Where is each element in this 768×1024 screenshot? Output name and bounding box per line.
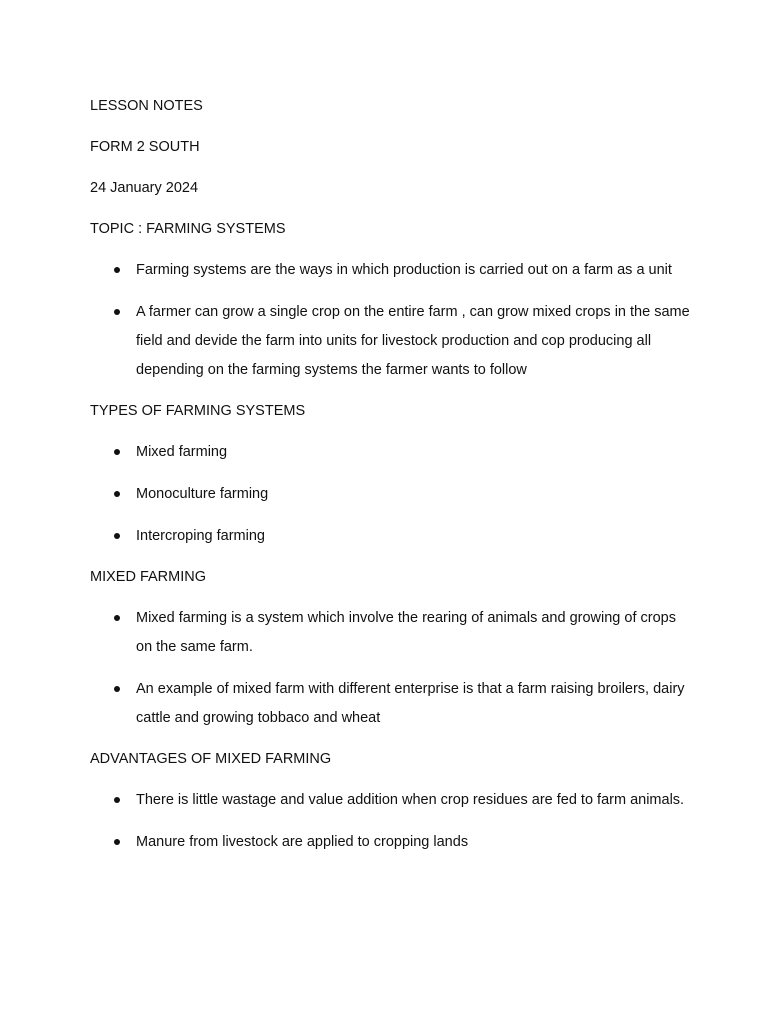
list-item bbox=[90, 675, 690, 733]
list-item-text: Mixed farming is a system which involve the rearing of animals and growing of crops on the same farm. bbox=[136, 610, 676, 655]
class-name: FORM 2 SOUTH bbox=[90, 139, 200, 155]
bullet-icon bbox=[114, 839, 120, 845]
list-item-text: Manure from livestock are applied to cropping lands bbox=[136, 834, 469, 850]
mixed-farming-heading: MIXED FARMING bbox=[90, 569, 207, 585]
mixed-farming-list bbox=[90, 604, 690, 733]
document-title: LESSON NOTES bbox=[90, 98, 203, 114]
list-item bbox=[90, 786, 690, 815]
bullet-icon bbox=[114, 309, 120, 315]
bullet-icon bbox=[114, 615, 120, 621]
list-item bbox=[90, 828, 690, 857]
list-item-text: Monoculture farming bbox=[136, 486, 269, 502]
list-item bbox=[90, 298, 690, 385]
bullet-icon bbox=[114, 533, 120, 539]
types-list bbox=[90, 438, 690, 551]
list-item bbox=[90, 522, 690, 551]
bullet-icon bbox=[114, 686, 120, 692]
list-item-text: Mixed farming bbox=[136, 444, 228, 460]
list-item bbox=[90, 480, 690, 509]
list-item-text: There is little wastage and value addition when crop residues are fed to farm animals. bbox=[136, 792, 685, 808]
bullet-icon bbox=[114, 491, 120, 497]
bullet-icon bbox=[114, 267, 120, 273]
intro-list bbox=[90, 256, 690, 385]
list-item-text: A farmer can grow a single crop on the entire farm , can grow mixed crops in the same field and devide the farm into units for livestock production and cop producing all depending on the farming systems the farmer wants to follow bbox=[136, 304, 690, 378]
advantages-heading: ADVANTAGES OF MIXED FARMING bbox=[90, 751, 332, 767]
types-heading: TYPES OF FARMING SYSTEMS bbox=[90, 403, 306, 419]
list-item-text: Farming systems are the ways in which production is carried out on a farm as a unit bbox=[136, 262, 672, 278]
document-body bbox=[90, 92, 690, 869]
bullet-icon bbox=[114, 449, 120, 455]
bullet-icon bbox=[114, 797, 120, 803]
list-item-text: Intercroping farming bbox=[136, 528, 265, 544]
list-item-text: An example of mixed farm with different enterprise is that a farm raising broilers, dairy cattle and growing tobbaco and wheat bbox=[136, 681, 685, 726]
list-item bbox=[90, 438, 690, 467]
list-item bbox=[90, 256, 690, 285]
list-item bbox=[90, 604, 690, 662]
topic-heading: TOPIC : FARMING SYSTEMS bbox=[90, 221, 286, 237]
advantages-list bbox=[90, 786, 690, 857]
document-date: 24 January 2024 bbox=[90, 180, 199, 196]
